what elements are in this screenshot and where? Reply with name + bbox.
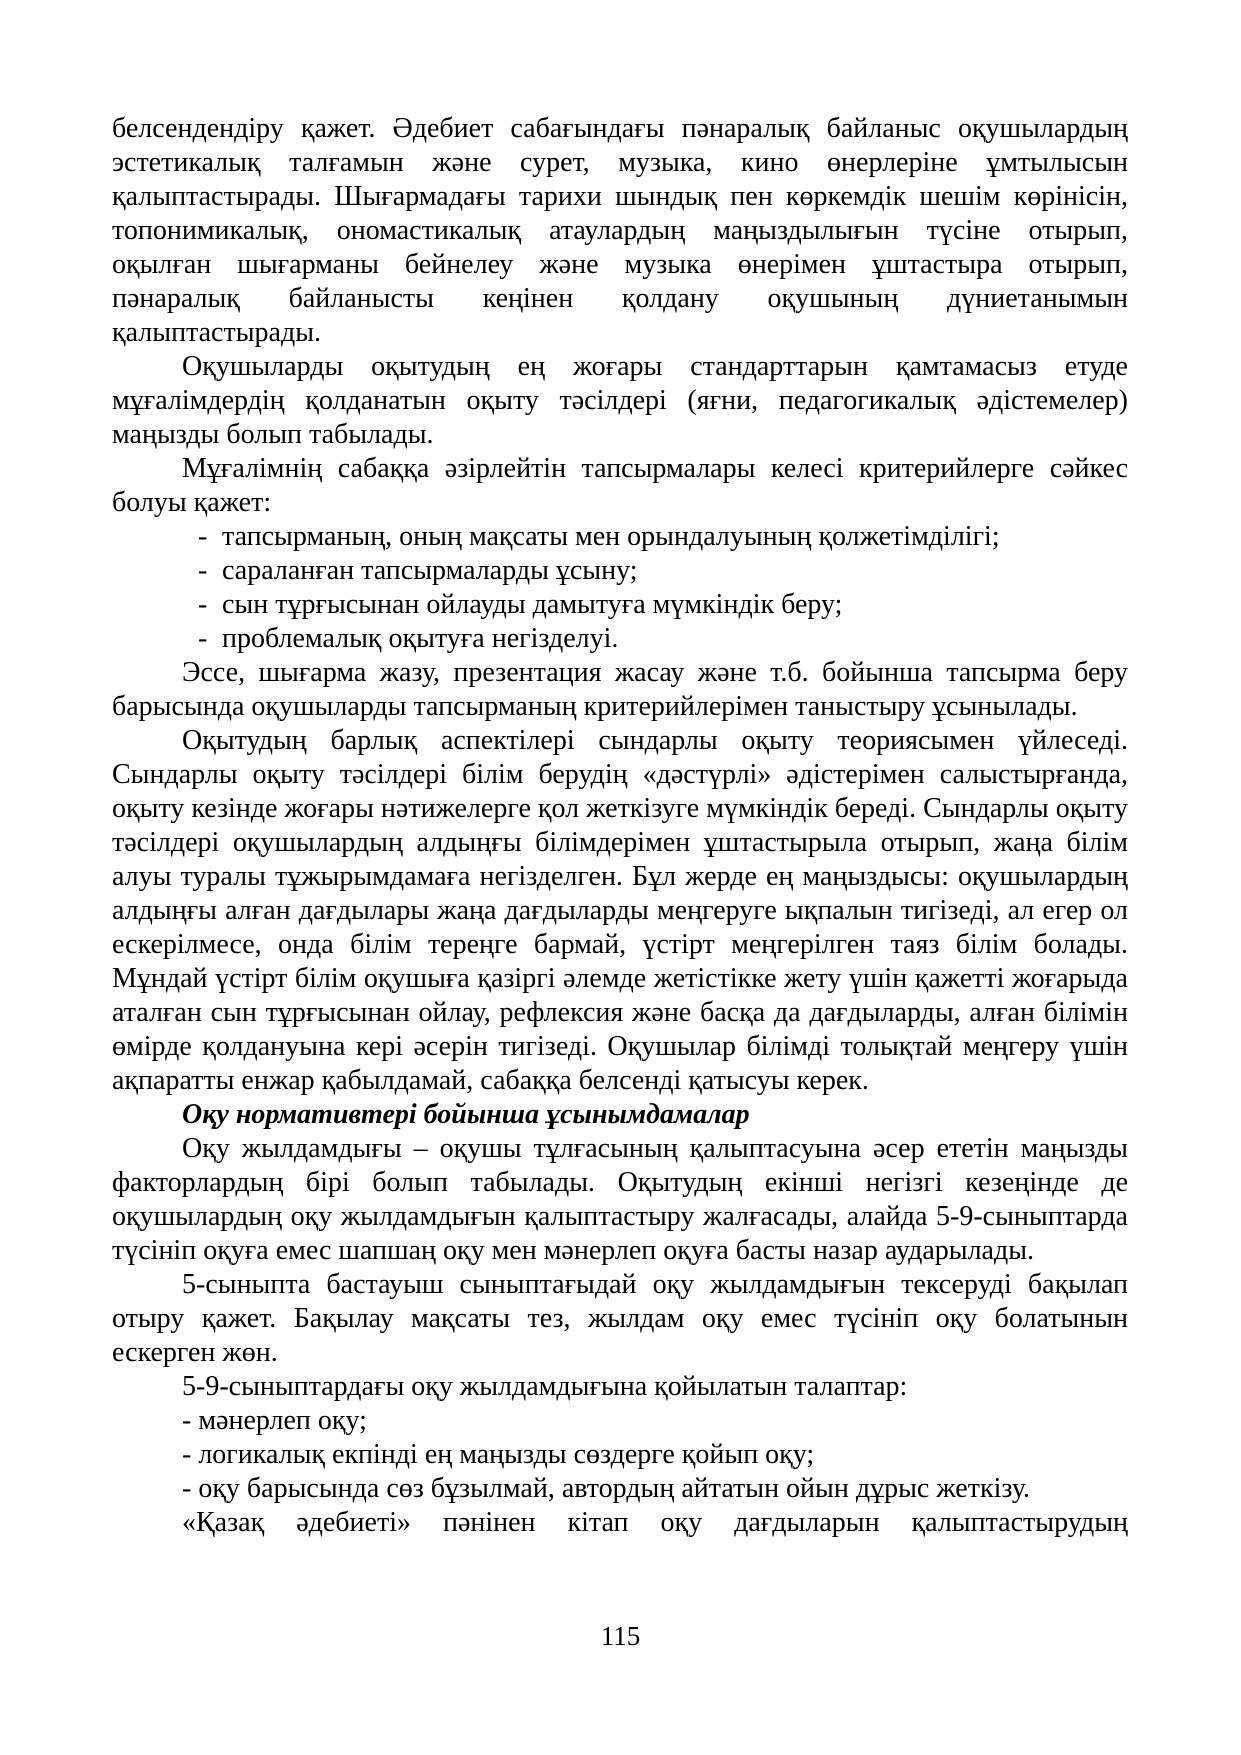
paragraph: Оқу жылдамдығы – оқушы тұлғасының қалыптасуына әсер ететін маңызды факторлардың бірі болып табылады. Оқытудың екінші негізгі кезеңінде де оқушылардың оқу жылдамдығын қалыптастыру жалғасады, алайда 5-9-сыныптарда түсініп оқуға емес шапшаң оқу мен мәнерлеп оқуға басты назар аударылады. xyxy=(112,1133,1128,1266)
list-item: - логикалық екпінді ең маңызды сөздерге қойып оқу; xyxy=(182,1439,815,1470)
paragraph: Оқытудың барлық аспектілері сындарлы оқыту теориясымен үйлеседі. Сындарлы оқыту тәсілдері білім берудің «дәстүрлі» әдістерімен салыстырғанда, оқыту кезінде жоғары нәтижелерге қол жеткізуге мүмкіндік береді. Сындарлы оқыту тәсілдері оқушылардың алдыңғы білімдерімен ұштастырыла отырып, жаңа білім алуы туралы тұжырымдамаға негізделген. Бұл жерде ең маңыздысы: оқушылардың алдыңғы алған дағдылары жаңа дағдыларды меңгеруге ықпалын тигізеді, ал егер ол ескерілмесе, онда білім тереңге бармай, үстірт меңгерілген таяз білім болады. Мұндай үстірт білім оқушыға қазіргі әлемде жетістікке жету үшін қажетті жоғарыда аталған сын тұрғысынан ойлау, рефлексия және басқа да дағдыларды, алған білімін өмірде қолдануына кері әсерін тигізеді. Оқушылар білімді толықтай меңгеру үшін ақпаратты енжар қабылдамай, сабаққа белсенді қатысуы керек. xyxy=(112,725,1128,1096)
paragraph: «Қазақ әдебиеті» пәнінен кітап оқу дағдыларын қалыптастырудың xyxy=(182,1507,1128,1538)
paragraph: Оқушыларды оқытудың ең жоғары стандарттарын қамтамасыз етуде мұғалімдердің қолданатын оқыту тәсілдері (яғни, педагогикалық әдістемелер) маңызды болып табылады. xyxy=(112,351,1128,450)
dash-marker: - xyxy=(198,555,208,586)
document-body xyxy=(112,112,1128,1540)
page-footer xyxy=(0,1620,1241,1652)
section-heading: Оқу нормативтері бойынша ұсынымдамалар xyxy=(182,1099,750,1130)
list-item: - мәнерлеп оқу; xyxy=(182,1405,367,1436)
list-item: - проблемалық оқытуға негізделуі. xyxy=(198,623,619,654)
list-item: - тапсырманың, оның мақсаты мен орындалуының қолжетімділігі; xyxy=(198,521,1000,552)
paragraph: 5-9-сыныптардағы оқу жылдамдығына қойылатын талаптар: xyxy=(182,1371,908,1402)
dash-marker: - xyxy=(182,1473,192,1504)
dash-marker: - xyxy=(182,1405,192,1436)
list-item: - оқу барысында сөз бұзылмай, автордың айтатын ойын дұрыс жеткізу. xyxy=(182,1473,1031,1504)
paragraph: 5-сыныпта бастауыш сыныптағыдай оқу жылдамдығын тексеруді бақылап отыру қажет. Бақылау мақсаты тез, жылдам оқу емес түсініп оқу болатынын ескерген жөн. xyxy=(112,1269,1128,1368)
list-item: - сын тұрғысынан ойлауды дамытуға мүмкіндік беру; xyxy=(198,589,843,620)
dash-marker: - xyxy=(182,1439,192,1470)
paragraph: Мұғалімнің сабаққа әзірлейтін тапсырмалары келесі критерийлерге сәйкес болуы қажет: xyxy=(112,453,1128,518)
dash-marker: - xyxy=(198,623,208,654)
paragraph: Эссе, шығарма жазу, презентация жасау және т.б. бойынша тапсырма беру барысында оқушыларды тапсырманың критерийлерімен таныстыру ұсынылады. xyxy=(112,657,1128,722)
dash-marker: - xyxy=(198,589,208,620)
page-number: 115 xyxy=(600,1621,641,1651)
paragraph: белсендендіру қажет. Әдебиет сабағындағы пәнаралық байланыс оқушылардың эстетикалық талғамын және сурет, музыка, кино өнерлеріне ұмтылысын қалыптастырады. Шығармадағы тарихи шындық пен көркемдік шешім көрінісін, топонимикалық, ономастикалық атаулардың маңыздылығын түсіне отырып, оқылған шығарманы бейнелеу және музыка өнерімен ұштастыра отырып, пәнаралық байланысты кеңінен қолдану оқушының дүниетанымын қалыптастырады. xyxy=(112,113,1128,348)
dash-marker: - xyxy=(198,521,208,552)
list-item: - сараланған тапсырмаларды ұсыну; xyxy=(198,555,638,586)
